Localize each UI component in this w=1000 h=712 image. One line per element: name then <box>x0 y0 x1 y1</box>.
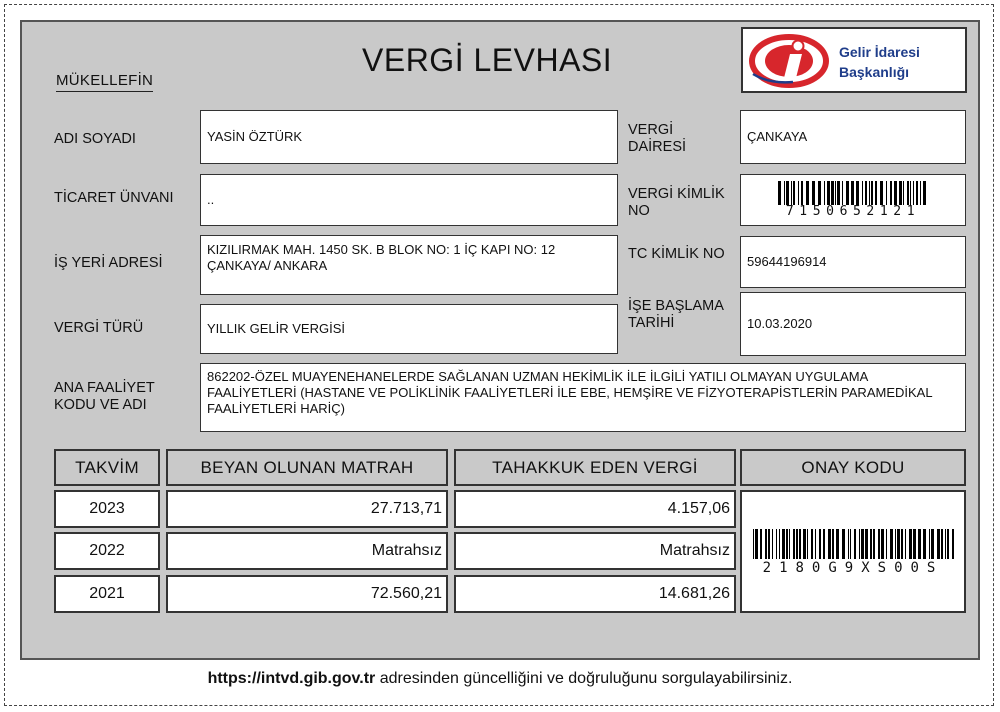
label-is-yeri-adresi: İŞ YERİ ADRESİ <box>54 255 163 271</box>
table-cell-vergi: 14.681,26 <box>454 575 736 613</box>
value-ana-faaliyet-text: 862202-ÖZEL MUAYENEHANELERDE SAĞLANAN UZMAN HEKİMLİK İLE İLGİLİ YATILI OLMAYAN UYGULAMA FAALİYETLERİ (HASTANE VE POLİKLİNİK FAALİYETLERİ İLE EBE, HEMŞİRE VE FİZYOTERAPİSTLERİN PARAMEDİKAL FAALİYETLERİ HARİÇ) <box>207 369 933 416</box>
value-tc-kimlik-no <box>740 236 966 288</box>
value-ise-baslama <box>740 292 966 356</box>
footer-note <box>0 670 1000 688</box>
table-header-matrah: BEYAN OLUNAN MATRAH <box>166 449 448 486</box>
table-cell-matrah: 72.560,21 <box>166 575 448 613</box>
logo-line-1: Gelir İdaresi <box>839 44 920 60</box>
table-cell-vergi: 4.157,06 <box>454 490 736 528</box>
table-cell-onay-kodu <box>740 490 966 613</box>
value-vergi-kimlik-no-text: 7150652121 <box>785 204 921 219</box>
value-is-yeri-adresi-text: KIZILIRMAK MAH. 1450 SK. B BLOK NO: 1 İÇ KAPI NO: 12 ÇANKAYA/ ANKARA <box>207 242 556 273</box>
label-ise-baslama <box>628 298 724 332</box>
logo-line-2: Başkanlığı <box>839 64 910 80</box>
value-vergi-turu <box>200 304 618 354</box>
table-header-takvim: TAKVİM <box>54 449 160 486</box>
barcode-bar <box>952 529 954 559</box>
label-vergi-dairesi-line-2: DAİRESİ <box>628 139 687 155</box>
label-adi-soyadi: ADI SOYADI <box>54 131 136 147</box>
label-ticaret-unvani: TİCARET ÜNVANI <box>54 190 174 206</box>
value-tc-kimlik-no-text: 59644196914 <box>747 254 827 269</box>
footer-text: adresinden güncelliğini ve doğruluğunu sorgulayabilirsiniz. <box>375 670 793 687</box>
value-ticaret-unvani-text: .. <box>207 192 215 207</box>
table-cell-vergi: Matrahsız <box>454 532 736 570</box>
label-ana-faaliyet-line-1: ANA FAALİYET <box>54 380 155 396</box>
value-ticaret-unvani <box>200 174 618 226</box>
value-adi-soyadi <box>200 110 618 164</box>
page-title: VERGİ LEVHASI <box>362 42 613 78</box>
label-ise-baslama-line-2: TARİHİ <box>628 315 675 331</box>
value-vergi-dairesi-text: ÇANKAYA <box>747 129 808 144</box>
onay-kodu-text: 2180G9XS00S <box>762 559 944 576</box>
label-vergi-kimlik-no <box>628 186 725 220</box>
footer-url-link[interactable] <box>208 670 376 687</box>
value-adi-soyadi-text: YASİN ÖZTÜRK <box>207 129 303 144</box>
barcode-bar <box>926 181 929 205</box>
table-cell-year: 2021 <box>54 575 160 613</box>
table-header-vergi: TAHAKKUK EDEN VERGİ <box>454 449 736 486</box>
value-is-yeri-adresi <box>200 235 618 295</box>
gib-logo-icon <box>749 34 831 88</box>
value-vergi-turu-text: YILLIK GELİR VERGİSİ <box>207 321 345 336</box>
table-cell-matrah: Matrahsız <box>166 532 448 570</box>
label-vergi-dairesi-line-1: VERGİ <box>628 122 674 138</box>
value-ise-baslama-text: 10.03.2020 <box>747 316 813 331</box>
onay-kodu-barcode <box>753 529 954 559</box>
logo-box <box>741 27 967 93</box>
label-ise-baslama-line-1: İŞE BAŞLAMA <box>628 298 724 314</box>
value-vergi-dairesi <box>740 110 966 164</box>
value-vergi-kimlik-no <box>740 174 966 226</box>
table-cell-matrah: 27.713,71 <box>166 490 448 528</box>
label-vergi-turu: VERGİ TÜRÜ <box>54 320 144 336</box>
label-tc-kimlik-no: TC KİMLİK NO <box>628 246 725 262</box>
value-ana-faaliyet <box>200 363 966 432</box>
logo-text <box>839 42 920 82</box>
table-header-onay-kodu: ONAY KODU <box>740 449 966 486</box>
label-ana-faaliyet <box>54 380 155 414</box>
label-vergi-kimlik-no-line-2: NO <box>628 203 650 219</box>
vkn-barcode <box>778 181 929 205</box>
label-vergi-dairesi <box>628 122 686 156</box>
section-label: MÜKELLEFİN <box>56 72 153 92</box>
footer-url: https://intvd.gib.gov.tr <box>207 670 376 687</box>
table-cell-year: 2023 <box>54 490 160 528</box>
label-vergi-kimlik-no-line-1: VERGİ KİMLİK <box>628 186 725 202</box>
table-cell-year: 2022 <box>54 532 160 570</box>
label-ana-faaliyet-line-2: KODU VE ADI <box>54 397 147 413</box>
